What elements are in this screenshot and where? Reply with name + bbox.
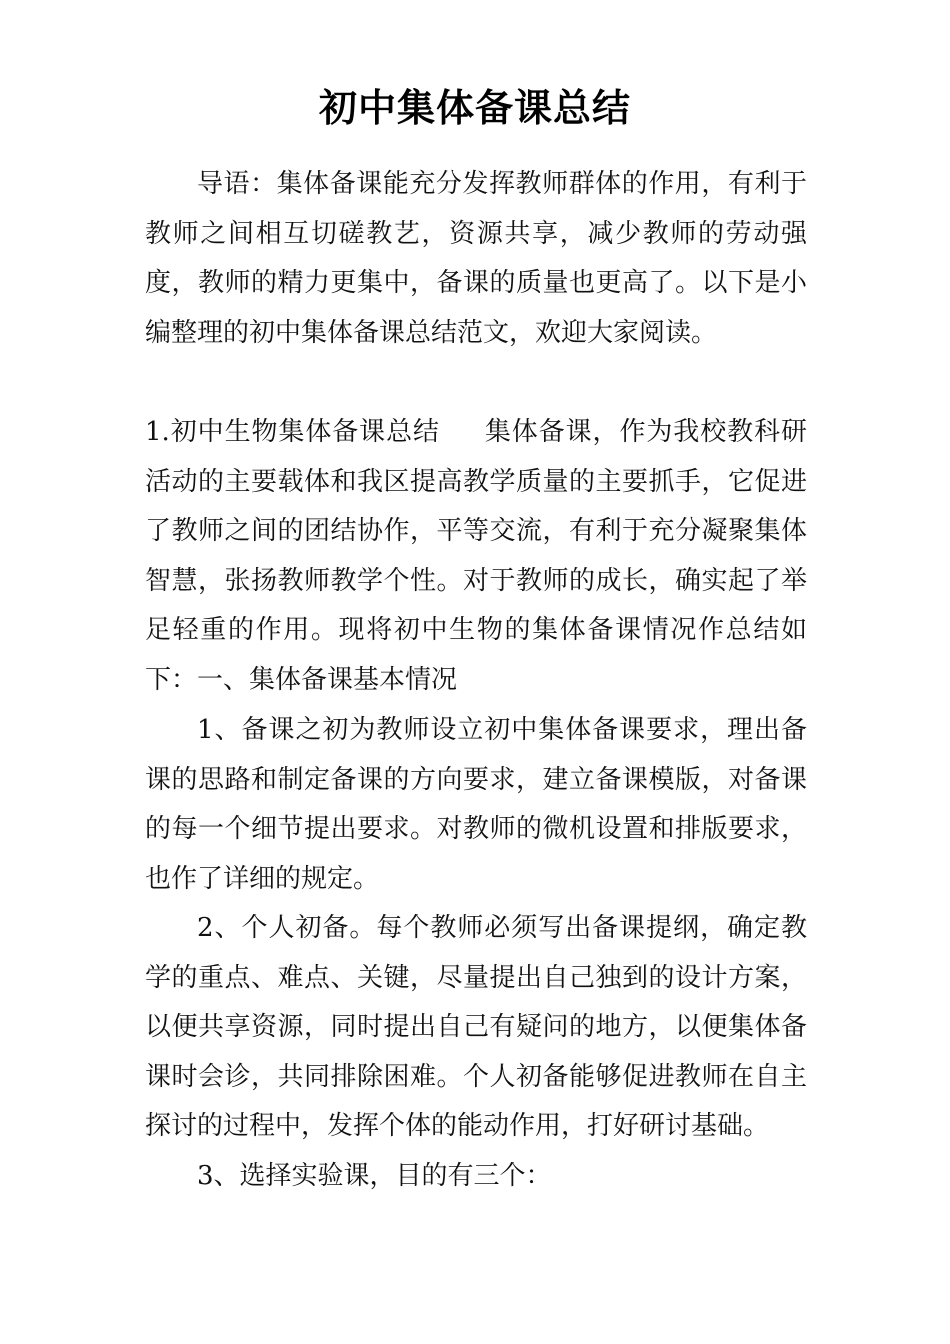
section-heading: 1.初中生物集体备课总结 [145, 417, 440, 447]
list-item: 1、备课之初为教师设立初中集体备课要求，理出备课的思路和制定备课的方向要求，建立备课模版，对备课的每一个细节提出要求。对教师的微机设置和排版要求，也作了详细的规定。 [145, 715, 807, 894]
list-item: 3、选择实验课，目的有三个： [197, 1161, 552, 1191]
document-title: 初中集体备课总结 [318, 86, 631, 130]
list-item: 2、个人初备。每个教师必须写出备课提纲，确定教学的重点、难点、关键，尽量提出自己独到的设计方案，以便共享资源，同时提出自己有疑问的地方，以便集体备课时会诊，共同排除困难。个人初备能够促进教师在自主探讨的过程中，发挥个体的能动作用，打好研讨基础。 [145, 913, 807, 1141]
intro-paragraph: 导语：集体备课能充分发挥教师群体的作用，有利于教师之间相互切磋教艺，资源共享，减少教师的劳动强度，教师的精力更集中，备课的质量也更高了。以下是小编整理的初中集体备课总结范文，欢迎大家阅读。 [145, 169, 807, 348]
subheading: 一、集体备课基本情况 [197, 665, 458, 695]
section-body: 集体备课，作为我校教科研活动的主要载体和我区提高教学质量的主要抓手，它促进了教师之间的团结协作，平等交流，有利于充分凝聚集体智慧，张扬教师教学个性。对于教师的成长，确实起了举足轻重的作用。现将初中生物的集体备课情况作总结如下： [145, 417, 807, 695]
